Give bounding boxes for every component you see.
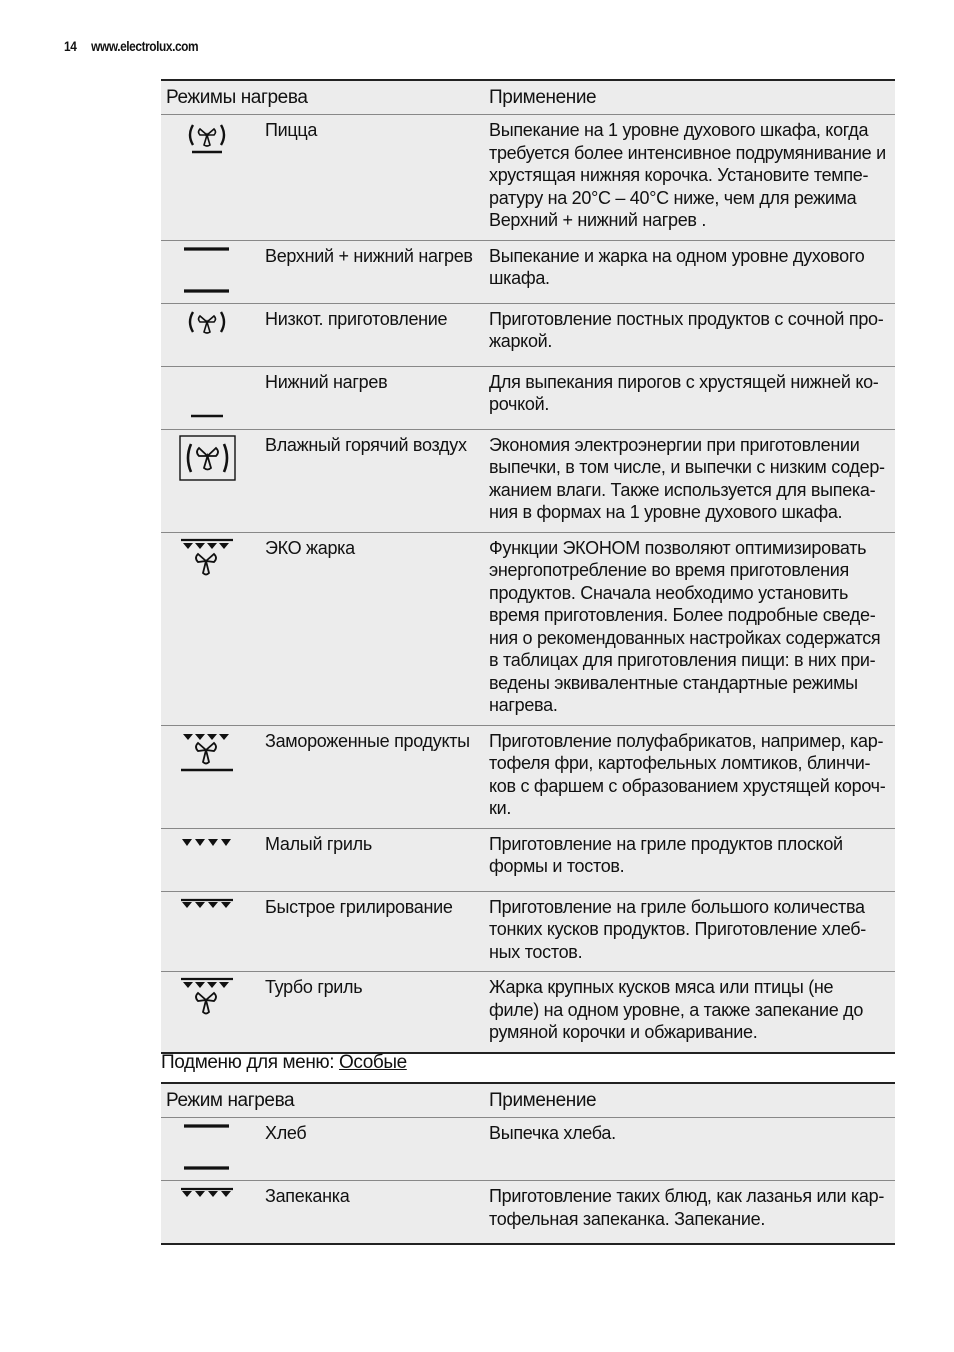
mode-application: Приготовление на гриле продуктов плоской формы и тостов.	[489, 828, 895, 891]
mode-application: Приготовление полуфабрикатов, например, кар-тофеля фри, картофельных ломтиков, блинчи-ков с фаршем с образованием хрустящей короч-ки.	[489, 725, 895, 828]
mode-application: Жарка крупных кусков мяса или птицы (не филе) на одном уровне, а также запекание до румяной корочки и обжаривание.	[489, 972, 895, 1053]
eco-roast-icon	[161, 532, 257, 725]
table-row	[161, 891, 895, 972]
mode-name: Замороженные продукты	[257, 725, 489, 828]
table-header-row	[161, 80, 895, 115]
table-header-row	[161, 1083, 895, 1118]
mode-name: Влажный горячий воздух	[257, 429, 489, 532]
special-modes-table	[161, 1082, 895, 1245]
turbo-grill-icon	[161, 972, 257, 1053]
mode-application: Для выпекания пирогов с хрустящей нижней ко-рочкой.	[489, 366, 895, 429]
application-column-header: Применение	[489, 1083, 895, 1118]
mode-column-header: Режимы нагрева	[161, 80, 489, 115]
mode-name: Верхний + нижний нагрев	[257, 240, 489, 303]
submenu-prefix: Подменю для меню:	[161, 1052, 340, 1073]
mode-name: ЭКО жарка	[257, 532, 489, 725]
mode-application: Выпечка хлеба.	[489, 1118, 895, 1181]
mode-name: Хлеб	[257, 1118, 489, 1181]
bottom-heat-icon	[161, 366, 257, 429]
mode-application: Приготовление на гриле большого количества тонких кусков продуктов. Приготовление хлеб-ных тостов.	[489, 891, 895, 972]
page-header	[64, 38, 198, 54]
heating-modes-table	[161, 79, 895, 1054]
fast-grill-icon	[161, 1181, 257, 1244]
table-row	[161, 429, 895, 532]
table-row	[161, 303, 895, 366]
top-bottom-heat-icon	[161, 1118, 257, 1181]
table-row	[161, 828, 895, 891]
mode-application: Выпекание и жарка на одном уровне духового шкафа.	[489, 240, 895, 303]
mode-name: Пицца	[257, 115, 489, 241]
table-row	[161, 240, 895, 303]
small-grill-icon	[161, 828, 257, 891]
fan-low-temp-icon	[161, 303, 257, 366]
table-row	[161, 532, 895, 725]
mode-application: Приготовление таких блюд, как лазанья или кар-тофельная запеканка. Запекание.	[489, 1181, 895, 1244]
moist-fan-icon	[161, 429, 257, 532]
mode-application: Функции ЭКОНОМ позволяют оптимизировать энергопотребление во время приготовления продуктов. Сначала необходимо установить время приготовления. Более подробные сведе-ния о рекомендованных настройках содержатся в таблицах для приготовления пищи: в них при-ведены эквивалентные стандартные режимы нагрева.	[489, 532, 895, 725]
mode-application: Выпекание на 1 уровне духового шкафа, когда требуется более интенсивное подрумянивание и хрустящая нижняя корочка. Установите темпе-ратуру на 20°C – 40°C ниже, чем для режима Верхний + нижний нагрев .	[489, 115, 895, 241]
mode-name: Запеканка	[257, 1181, 489, 1244]
frozen-foods-icon	[161, 725, 257, 828]
mode-application: Приготовление постных продуктов с сочной про-жаркой.	[489, 303, 895, 366]
mode-name: Малый гриль	[257, 828, 489, 891]
submenu-heading	[161, 1052, 407, 1074]
mode-name: Нижний нагрев	[257, 366, 489, 429]
table-row	[161, 725, 895, 828]
website-link[interactable]: www.electrolux.com	[91, 38, 199, 54]
mode-name: Турбо гриль	[257, 972, 489, 1053]
fast-grill-icon	[161, 891, 257, 972]
table-row	[161, 115, 895, 241]
table-row	[161, 1181, 895, 1244]
mode-column-header: Режим нагрева	[161, 1083, 489, 1118]
top-bottom-heat-icon	[161, 240, 257, 303]
table-row	[161, 366, 895, 429]
table-row	[161, 1118, 895, 1181]
mode-name: Быстрое грилирование	[257, 891, 489, 972]
application-column-header: Применение	[489, 80, 895, 115]
special-menu-link[interactable]: Особые	[339, 1052, 407, 1073]
mode-application: Экономия электроэнергии при приготовлении выпечки, в том числе, и выпечки с низким содер-жанием влаги. Также используется для выпека-ния в формах на 1 уровне духового шкафа.	[489, 429, 895, 532]
table-row	[161, 972, 895, 1053]
mode-name: Низкот. приготовление	[257, 303, 489, 366]
page-number: 14	[64, 38, 77, 54]
fan-pizza-icon	[161, 115, 257, 241]
